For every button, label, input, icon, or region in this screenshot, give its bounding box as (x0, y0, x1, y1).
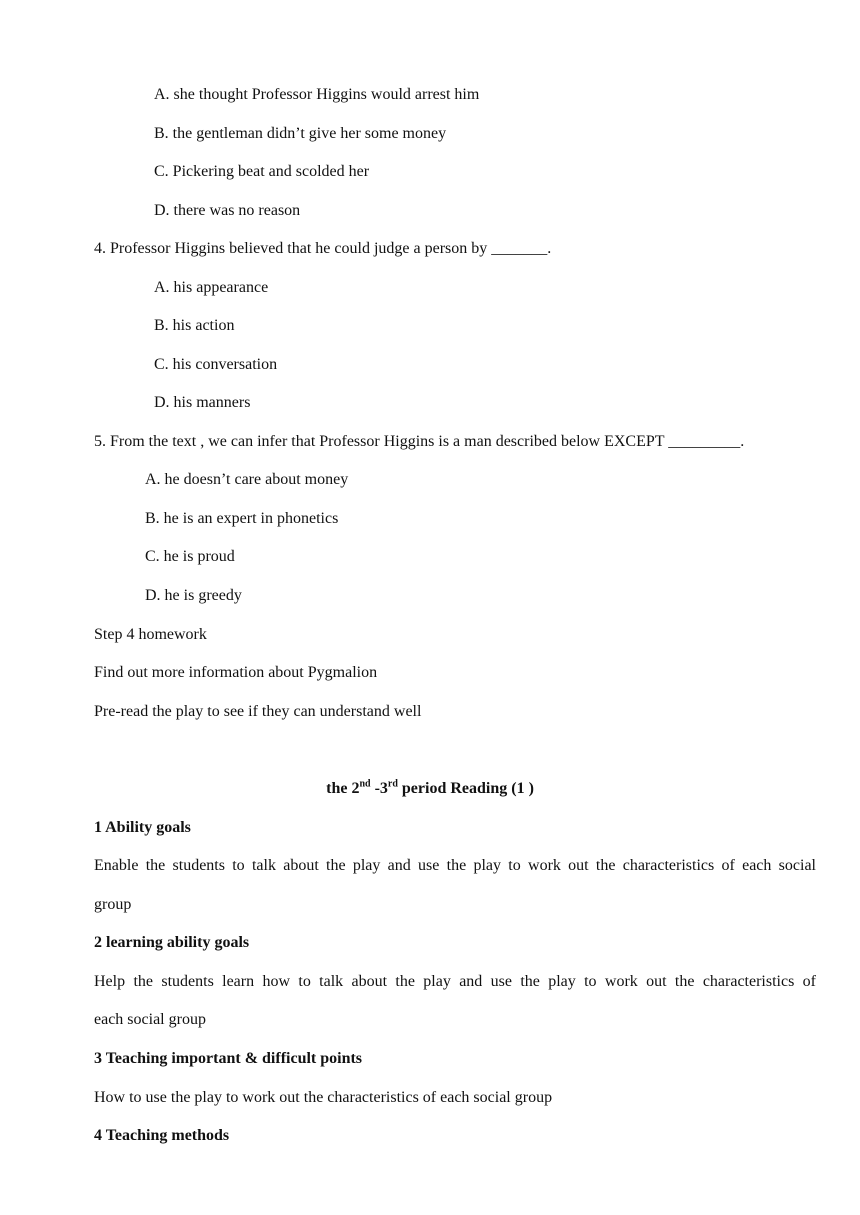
section-title-sup-1: nd (359, 778, 371, 790)
q4-option-a: A. his appearance (154, 279, 269, 296)
q3-option-d: D. there was no reason (154, 202, 301, 219)
section-title (0, 779, 860, 799)
q5-option-c: C. he is proud (145, 548, 235, 565)
learning-goals-line-2: each social group (94, 1011, 206, 1028)
q5-option-d: D. he is greedy (145, 587, 242, 604)
q5-option-b: B. he is an expert in phonetics (145, 510, 339, 527)
section-title-part-3: period Reading (1 ) (397, 780, 534, 797)
q3-option-c: C. Pickering beat and scolded her (154, 163, 370, 180)
section-title-part-2: -3 (370, 780, 388, 797)
homework-heading: Step 4 homework (94, 626, 207, 643)
q5-option-a: A. he doesn’t care about money (145, 471, 349, 488)
section-title-sup-2: rd (387, 778, 398, 790)
learning-goals-heading: 2 learning ability goals (94, 934, 250, 951)
q4-option-d: D. his manners (154, 394, 251, 411)
ability-goals-line-2: group (94, 896, 132, 913)
q4-option-c: C. his conversation (154, 356, 278, 373)
learning-goals-line-1: Help the students learn how to talk about the play and use the play to work out the characteristics of (94, 973, 816, 990)
homework-line-2: Pre-read the play to see if they can understand well (94, 703, 422, 720)
key-points-heading: 3 Teaching important & difficult points (94, 1050, 363, 1067)
section-title-part-1: the 2 (326, 780, 360, 797)
key-points-line-1: How to use the play to work out the characteristics of each social group (94, 1089, 553, 1106)
q3-option-a: A. she thought Professor Higgins would arrest him (154, 86, 480, 103)
q4-stem: 4. Professor Higgins believed that he could judge a person by _______. (94, 240, 552, 257)
q5-stem: 5. From the text , we can infer that Professor Higgins is a man described below EXCEPT _________. (94, 433, 745, 450)
q4-option-b: B. his action (154, 317, 235, 334)
ability-goals-heading: 1 Ability goals (94, 819, 191, 836)
ability-goals-line-1: Enable the students to talk about the play and use the play to work out the characteristics of each social (94, 857, 816, 874)
methods-heading: 4 Teaching methods (94, 1127, 230, 1144)
q3-option-b: B. the gentleman didn’t give her some money (154, 125, 447, 142)
homework-line-1: Find out more information about Pygmalion (94, 664, 378, 681)
